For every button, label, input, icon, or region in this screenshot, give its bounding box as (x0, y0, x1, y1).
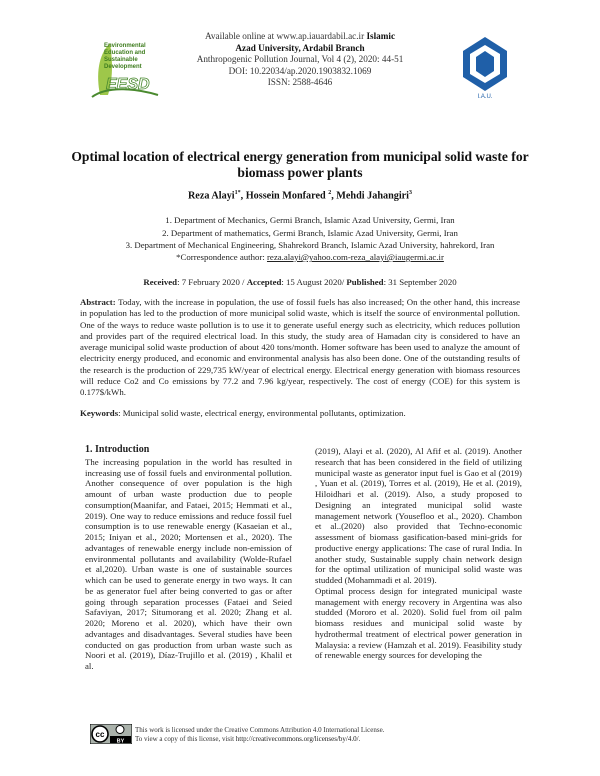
header-line1: Available online at www.ap.iauardabil.ac.ir (204, 31, 367, 41)
logo-line-2: Education and (104, 50, 146, 56)
journal-logo-eesd (88, 35, 168, 101)
by-badge-text: BY (116, 738, 125, 744)
correspondence-label: *Correspondence author: (176, 252, 267, 262)
accepted-date: : 15 August 2020/ (281, 277, 347, 287)
license-line-1: This work is licensed under the Creative Commons Attribution 4.0 International License. (135, 726, 385, 734)
university-logo (455, 33, 515, 99)
published-date: : 31 September 2020 (383, 277, 457, 287)
license-line-2-suffix: . (358, 735, 361, 743)
author-3-sup: 3 (409, 190, 413, 196)
cc-badge-text: cc (95, 730, 105, 739)
cc-by-license-badge[interactable] (90, 724, 132, 744)
license-line-2 (135, 735, 535, 744)
abstract (80, 297, 520, 399)
keywords-label: Keywords (80, 408, 119, 418)
intro-paragraph-1: The increasing population in the world has resulted in increasing use of fossil fuels and environmental pollution. Another consequence of over population is the high amount of urban waste production due to people consumption(Maanifar, and Fataei, 2015; Hemmati et al., 2019). One way to reduce emissions and reduce fossil fuel consumption is to use renewable energy (Kasaeian et al., 2015; Iniyan et al., 2020; Mortensen et al., 2020). The advantages of renewable energy include non-emission of environmental pollutants and availability (Wolde-Rufael et al,2020). Urban waste is one of sustainable sources which can be used to generate energy in two ways. It can be as generator fuel after being converted to gas or after going through separation processes (Fataei and Seied Safaviyan, 2017; Situmorang et al. 2020; Zhang et al. 2020; Moreno et al. 2020), which have their own advantages and disadvantages. Several studies have been conducted on gas production from urban waste such as Noori et al. (2019), Díaz-Trujillo et al. (2019) , Khalil et al. (85, 456, 292, 671)
doi: DOI: 10.22034/ap.2020.1903832.1069 (228, 65, 372, 76)
author-2-sup: 2 (328, 190, 332, 196)
license-text (135, 726, 535, 744)
abstract-text: Today, with the increase in population, the use of fossil fuels has also increased; On the other hand, this increase in population has led to the production of more municipal solid waste, which is itself the source of environmental pollution. One of the ways to reduce waste pollution is to use it to generate useful energy such as electricity, which reduces pollution and provides part of the required electrical load. In this study, the study area of Hamadan city is considered to have an average municipal solid waste production of about 420 tons/month. Homer software has been used to analyze the amount of electricity energy produced, and economic and environmental analysis has also been done. One of the outstanding results of the research is the production of 229,735 kW/year of electrical energy. Electrical energy generation with biomass resources will reduce Co2 and Co emissions by 77.2 and 7.96 kg/year, respectively. The cost of energy (COE) for this system is 0.177$/kWh. (80, 297, 520, 398)
received-date: : 7 February 2020 / (177, 277, 247, 287)
abstract-label: Abstract: (80, 297, 116, 307)
intro-paragraph-2: (2019), Alayi et al. (2020), Al Afif et al. (2019). Another research that has been considered in the field of utilizing municipal waste as generator input fuel is Gao et al (2019) , Yuan et al. (2019), Torres et al. (2019), He et al. (2019), Hiloidhari et al. (2019). Also, a study proposed to Designing an integrated municipal solid waste management network (Yousefloo et al., 2020). Chambon et al..(2020) also provided that Techno-economic assessment of biomass gasification-based mini-grids for productive energy applications: The case of rural India. In another study, Sustainable supply chain network design for the optimal utilization of municipal solid waste was studded (Mohammadi et al. 2019). (315, 446, 522, 585)
intro-paragraph-3: Optimal process design for integrated municipal waste management with energy recovery in Argentina was also studded (Mororo et al. 2020). Solid fuel from oil palm biomass residues and municipal solid waste by hydrothermal treatment of electrical power generation in Malaysia: a review (Hamzah et al. 2019). Feasibility study of renewable energy sources for developing the (315, 585, 522, 661)
received-label: Received (143, 277, 178, 287)
logo-line-3: Sustainable (104, 57, 138, 63)
license-line-2-prefix: To view a copy of this license, visit (135, 735, 236, 743)
logo-mark: EESD (106, 76, 150, 93)
license-link[interactable]: http://creativecommons.org/licenses/by/4.0/ (235, 735, 359, 743)
affiliation-1: 1. Department of Mechanics, Germi Branch, Islamic Azad University, Germi, Iran (165, 215, 455, 225)
affiliation-2: 2. Department of mathematics, Germi Branch, Islamic Azad University, Germi, Iran (162, 228, 458, 238)
journal-citation: Anthropogenic Pollution Journal, Vol 4 (2), 2020: 44-51 (196, 54, 404, 64)
header-line2: Azad University, Ardabil Branch (235, 42, 365, 53)
author-3: Mehdi Jahangiri (336, 190, 410, 202)
paper-title: Optimal location of electrical energy generation from municipal solid waste for biomass power plants (71, 149, 529, 180)
keywords-text: : Municipal solid waste, electrical energy, environmental pollutants, optimization. (118, 408, 406, 418)
author-1-sup: 1* (234, 190, 241, 196)
publication-dates (0, 277, 600, 287)
affiliation-3: 3. Department of Mechanical Engineering, Shahrekord Branch, Islamic Azad University, hahrekord, Iran (125, 240, 495, 250)
accepted-label: Accepted (246, 277, 282, 287)
logo-line-4: Development (104, 64, 142, 70)
author-2: Hossein Monfared (245, 190, 326, 202)
author-list: Reza Alayi$^{1*}$, Hossein Monfared $^2$, Mehdi Jahangiri$^3$ (187, 190, 413, 202)
correspondence (60, 252, 560, 262)
logo-line-1: Environmental (104, 43, 146, 49)
issn: ISSN: 2588-4646 (267, 77, 333, 87)
correspondence-email-link[interactable]: reza.alayi@yahoo.com-reza_alayi@iaugermi.ac.ir (266, 252, 444, 262)
journal-header (170, 31, 430, 89)
header-line1-bold: Islamic (366, 31, 396, 41)
published-label: Published (346, 277, 384, 287)
section-heading-introduction: 1. Introduction (85, 444, 150, 455)
author-1: Reza Alayi (187, 190, 235, 202)
university-logo-caption: I.A.U. (477, 94, 493, 99)
intro-left-column (85, 445, 292, 672)
intro-right-column (315, 446, 522, 661)
keywords (80, 408, 520, 419)
